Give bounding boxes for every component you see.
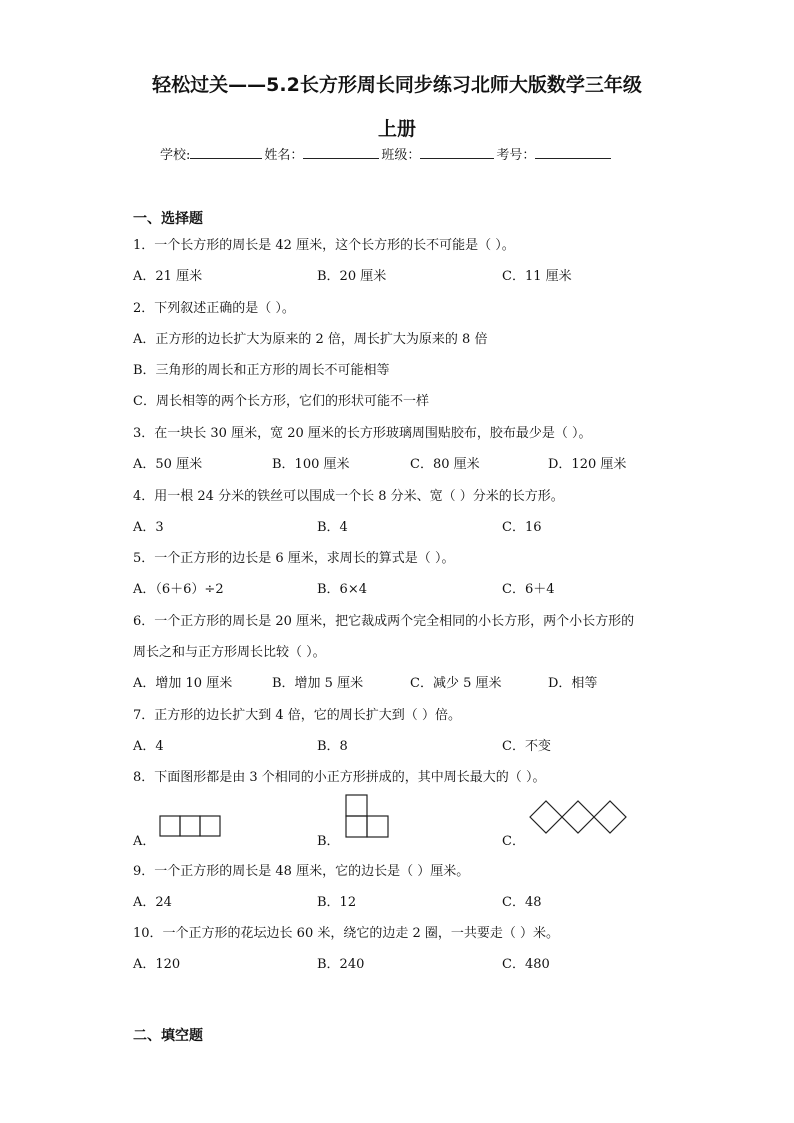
question-8: 8．下面图形都是由 3 个相同的小正方形拼成的，其中周长最大的（ ）。 (133, 770, 546, 785)
q1-option-b[interactable]: B．20 厘米 (317, 269, 387, 284)
name-blank[interactable] (303, 144, 379, 159)
page-title-line2: 上册 (377, 118, 416, 140)
q8-option-b[interactable]: B． (317, 834, 340, 849)
l-shape-squares-figure (345, 794, 391, 838)
q6-option-d[interactable]: D．相等 (548, 676, 598, 691)
question-2: 2．下列叙述正确的是（ ）。 (133, 301, 295, 316)
student-info (160, 144, 640, 163)
q4-option-a[interactable]: A．3 (133, 520, 164, 535)
q8-option-a[interactable]: A． (133, 834, 156, 849)
section-choice: 一、选择题 (133, 211, 203, 227)
q9-option-b[interactable]: B．12 (317, 895, 357, 910)
exam-no-blank[interactable] (535, 144, 611, 159)
question-4: 4．用一根 24 分米的铁丝可以围成一个长 8 分米、宽（ ）分米的长方形。 (133, 489, 564, 504)
exam-no-label: 考号： (496, 148, 536, 163)
question-9: 9．一个正方形的周长是 48 厘米，它的边长是（ ）厘米。 (133, 864, 470, 879)
q1-option-a[interactable]: A．21 厘米 (133, 269, 203, 284)
q4-option-c[interactable]: C．16 (502, 520, 542, 535)
q2-option-a[interactable]: A．正方形的边长扩大为原来的 2 倍，周长扩大为原来的 8 倍 (133, 332, 488, 347)
q6-option-a[interactable]: A．增加 10 厘米 (133, 676, 233, 691)
question-5: 5．一个正方形的边长是 6 厘米，求周长的算式是（ ）。 (133, 551, 455, 566)
class-label: 班级： (381, 148, 421, 163)
school-label: 学校: (160, 148, 191, 163)
q5-option-a[interactable]: A．（6＋6）÷2 (133, 582, 224, 597)
q7-option-c[interactable]: C．不变 (502, 739, 551, 754)
question-7: 7．正方形的边长扩大到 4 倍，它的周长扩大到（ ）倍。 (133, 708, 461, 723)
q6-option-b[interactable]: B．增加 5 厘米 (272, 676, 364, 691)
question-3: 3．在一块长 30 厘米，宽 20 厘米的长方形玻璃周围贴胶布，胶布最少是（ ）。 (133, 426, 592, 441)
q7-option-a[interactable]: A．4 (133, 739, 164, 754)
school-blank[interactable] (190, 144, 262, 159)
page-title: 轻松过关——5.2长方形周长同步练习北师大版数学三年级 (152, 74, 642, 96)
q8-option-c[interactable]: C． (502, 834, 525, 849)
name-label: 姓名： (264, 148, 304, 163)
q6-option-c[interactable]: C．减少 5 厘米 (410, 676, 502, 691)
q3-option-d[interactable]: D．120 厘米 (548, 457, 627, 472)
q9-option-c[interactable]: C．48 (502, 895, 542, 910)
q10-option-c[interactable]: C．480 (502, 957, 550, 972)
three-squares-row-figure (159, 815, 223, 837)
q3-option-c[interactable]: C．80 厘米 (410, 457, 480, 472)
q10-option-a[interactable]: A．120 (133, 957, 181, 972)
q2-option-c[interactable]: C．周长相等的两个长方形，它们的形状可能不一样 (133, 394, 429, 409)
q1-option-c[interactable]: C．11 厘米 (502, 269, 572, 284)
q5-option-c[interactable]: C．6＋4 (502, 582, 555, 597)
question-6: 6．一个正方形的周长是 20 厘米，把它裁成两个完全相同的小长方形，两个小长方形的 (133, 614, 635, 629)
question-10: 10．一个正方形的花坛边长 60 米，绕它的边走 2 圈，一共要走（ ）米。 (133, 926, 560, 941)
q5-option-b[interactable]: B．6×4 (317, 582, 367, 597)
q2-option-b[interactable]: B．三角形的周长和正方形的周长不可能相等 (133, 363, 390, 378)
q7-option-b[interactable]: B．8 (317, 739, 348, 754)
diamond-squares-figure (528, 799, 632, 835)
question-6-cont: 周长之和与正方形周长比较（ ）。 (133, 645, 326, 660)
q10-option-b[interactable]: B．240 (317, 957, 365, 972)
q3-option-b[interactable]: B．100 厘米 (272, 457, 350, 472)
question-1: 1．一个长方形的周长是 42 厘米，这个长方形的长不可能是（ ）。 (133, 238, 515, 253)
class-blank[interactable] (420, 144, 494, 159)
q4-option-b[interactable]: B．4 (317, 520, 348, 535)
q3-option-a[interactable]: A．50 厘米 (133, 457, 203, 472)
section-fill-in: 二、填空题 (133, 1028, 203, 1044)
q9-option-a[interactable]: A．24 (133, 895, 172, 910)
